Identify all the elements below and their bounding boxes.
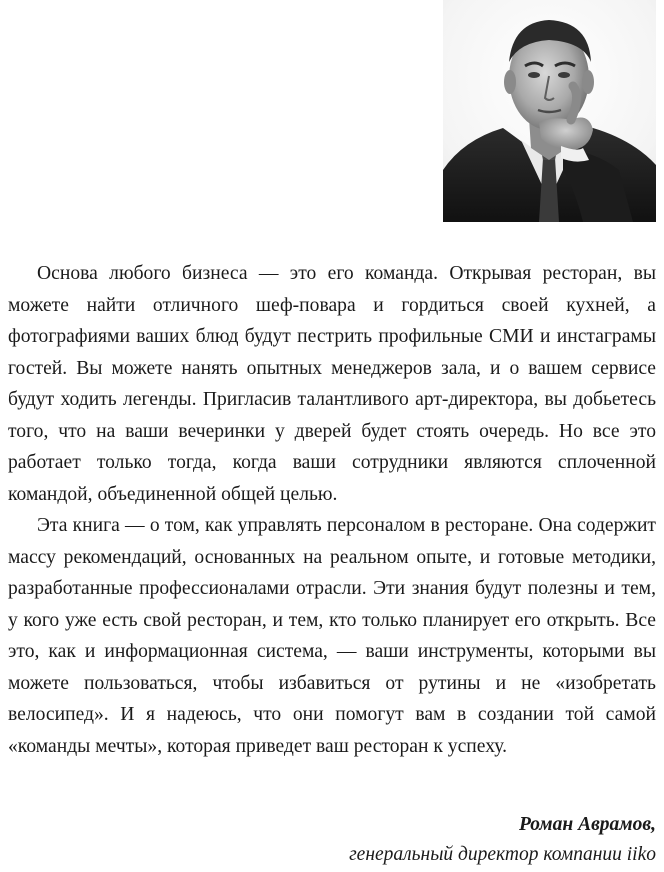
author-portrait [443,0,656,222]
author-title: генеральный директор компании iiko [349,844,656,865]
signature [349,810,656,870]
body-text [8,258,656,762]
paragraph: Эта книга — о том, как управлять персоналом в ресторане. Она содержит массу рекомендаций, основанных на реальном опыте, и готовые методики, разработанные профессионалами отрасли. Эти знания будут полезны и тем, у кого уже есть свой ресторан, и тем, кто только планирует его открыть. Все это, как и информационная система, — ваши инструменты, которыми вы можете пользоваться, чтобы избавиться от рутины и не «изобретать велосипед». И я надеюсь, что они помогут вам в создании той самой «команды мечты», которая приведет ваш ресторан к успеху. [8,515,656,757]
author-portrait-photo-icon [443,0,656,222]
author-name: Роман Аврамов, [519,814,656,835]
paragraph: Основа любого бизнеса — это его команда. Открывая ресторан, вы можете найти отличного шеф-повара и гордиться своей кухней, а фотографиями ваших блюд будут пестрить профильные СМИ и инстаграмы гостей. Вы можете нанять опытных менеджеров зала, и о вашем сервисе будут ходить легенды. Пригласив талантливого арт-директора, вы добьетесь того, что на ваши вечеринки у дверей будет стоять очередь. Но все это работает только тогда, когда ваши сотрудники являются сплоченной командой, объединенной общей целью. [8,263,656,505]
